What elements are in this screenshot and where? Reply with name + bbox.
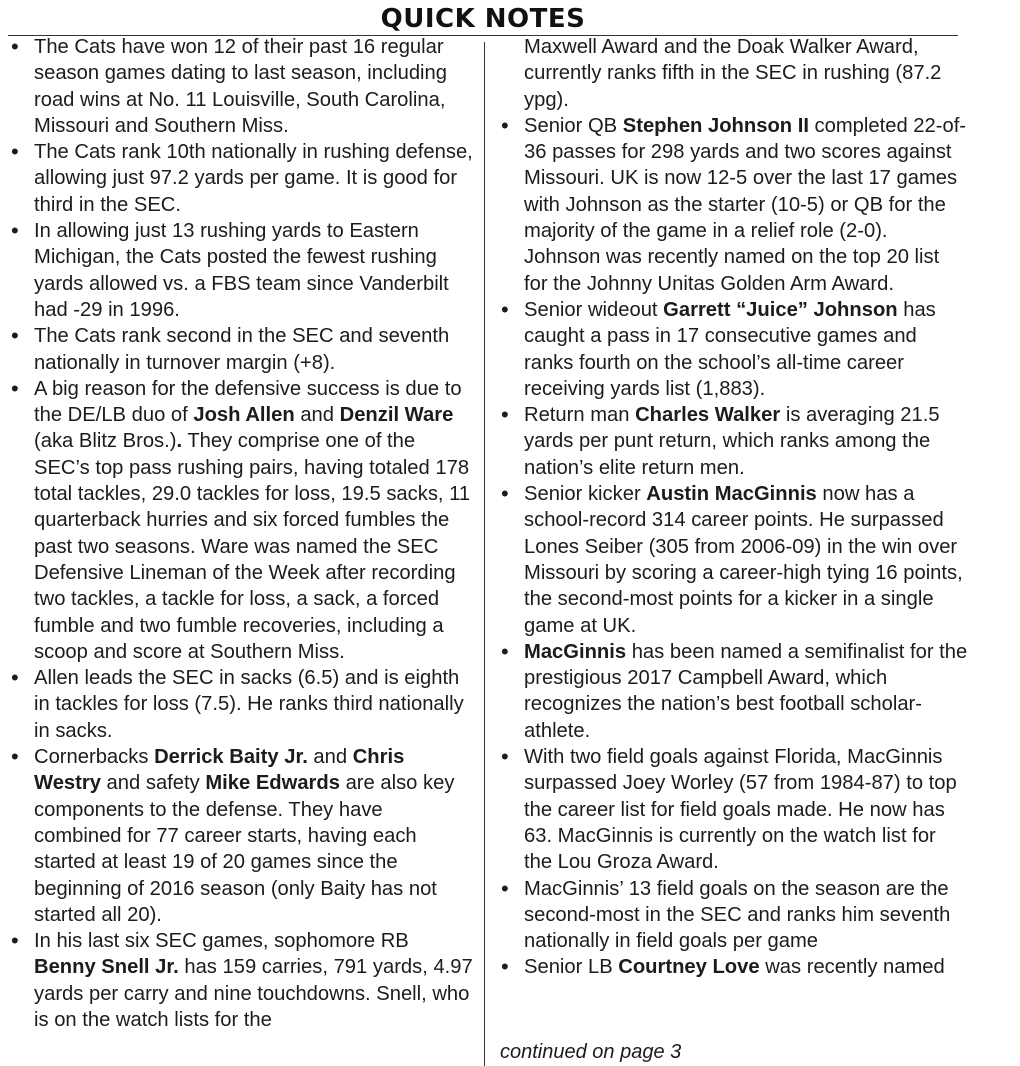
bold-name: Charles Walker [635, 404, 781, 427]
note-item [8, 376, 474, 665]
bold-name: Austin MacGinnis [646, 483, 817, 506]
note-text: has caught a pass in 17 consecutive games and ranks fourth on the school’s all-time career receiving yards list (1,883). [524, 298, 936, 400]
left-column [8, 34, 474, 1033]
note-text: Return man [524, 404, 636, 427]
bold-name: Josh Allen [193, 404, 295, 427]
bold-name: Denzil Ware [339, 404, 454, 427]
note-text: and [307, 746, 353, 769]
note-text: and safety [100, 772, 206, 795]
note-text: has been named a semifinalist for the prestigious 2017 Campbell Award, which recognizes the nation’s best football scholar-athlete. [524, 640, 968, 742]
note-text: Allen leads the SEC in sacks (6.5) and is eighth in tackles for loss (7.5). He ranks third nationally in sacks. [34, 667, 464, 742]
note-item [498, 481, 968, 639]
note-text: Cornerbacks [34, 746, 155, 769]
section-title: QUICK NOTES [380, 4, 586, 34]
note-text: completed 22-of-36 passes for 298 yards and two scores against Missouri. UK is now 12-5 over the last 17 games with Johnson as the starter (10-5) or QB for the majority of the game in a relief role (2-0). Johnson was recently named on the top 20 list for the Johnny Unitas Golden Arm Award. [524, 114, 967, 295]
note-text: now has a school-record 314 career points. He surpassed Lones Seiber (305 from 2006-09) in the win over Missouri by scoring a career-high tying 16 points, the second-most points for a kicker in a single game at UK. [524, 483, 963, 637]
note-text: They comprise one of the SEC’s top pass rushing pairs, having totaled 178 total tackles, 29.0 tackles for loss, 19.5 sacks, 11 quarterback hurries and six forced fumbles the past two seasons. Ware was named the SEC Defensive Lineman of the Week after recording two tackles, a tackle for loss, a sack, a forced fumble and two fumble recoveries, including a scoop and score at Southern Miss. [34, 430, 471, 663]
left-notes-list [8, 34, 474, 1033]
bold-name: MacGinnis [524, 640, 627, 663]
right-notes-list [498, 113, 968, 981]
bold-name: Mike Edwards [205, 772, 340, 795]
note-text: has 159 carries, 791 yards, 4.97 yards per carry and nine touchdowns. Snell, who is on the watch lists for the [34, 956, 473, 1031]
note-text: Senior LB [524, 956, 619, 979]
note-text: The Cats have won 12 of their past 16 regular season games dating to last season, including road wins at No. 11 Louisville, South Carolina, Missouri and Southern Miss. [34, 36, 447, 137]
note-text: The Cats rank 10th nationally in rushing defense, allowing just 97.2 yards per game. It is good for third in the SEC. [34, 141, 473, 216]
bold-name: Derrick Baity Jr. [154, 746, 308, 769]
note-text: MacGinnis’ 13 field goals on the season are the second-most in the SEC and ranks him seventh nationally in field goals per game [524, 877, 951, 953]
note-text: is averaging 21.5 yards per punt return, which ranks among the nation’s elite return men. [524, 404, 940, 479]
note-text: In allowing just 13 rushing yards to Eastern Michigan, the Cats posted the fewest rushing yards allowed vs. a FBS team since Vanderbilt had -29 in 1996. [34, 220, 449, 321]
note-item [8, 323, 474, 376]
note-item [498, 639, 968, 744]
note-item [8, 139, 474, 218]
note-text: Senior kicker [524, 483, 647, 506]
note-text: Senior QB [524, 114, 623, 137]
bold-name: Courtney Love [618, 956, 760, 979]
note-item [498, 113, 968, 297]
continued-on-page-note: continued on page 3 [500, 1041, 682, 1063]
note-item [498, 954, 968, 980]
note-text: The Cats rank second in the SEC and seventh nationally in turnover margin (+8). [34, 325, 450, 374]
note-text: was recently named [759, 956, 945, 979]
right-column [498, 34, 968, 981]
note-item [498, 744, 968, 875]
note-item [498, 876, 968, 955]
continued-paragraph: Maxwell Award and the Doak Walker Award, currently ranks fifth in the SEC in rushing (87.2 ypg). [524, 36, 942, 111]
note-item [8, 665, 474, 744]
note-item [8, 218, 474, 323]
note-text: and [294, 404, 340, 427]
bold-name: Stephen Johnson II [622, 114, 809, 137]
bold-name: Benny Snell Jr. [34, 956, 179, 979]
bold-name: . [176, 430, 183, 453]
note-text: (aka Blitz Bros.) [34, 430, 177, 453]
bold-name: Garrett “Juice” Johnson [663, 298, 898, 321]
column-divider [484, 42, 485, 1066]
note-text: In his last six SEC games, sophomore RB [34, 930, 409, 953]
note-text: are also key components to the defense. They have combined for 77 career starts, having each started at least 19 of 20 games since the beginning of 2016 season (only Baity has not started all 20). [34, 772, 455, 926]
note-item [498, 402, 968, 481]
bold-name: Chris Westry [34, 746, 405, 795]
note-text: A big reason for the defensive success is due to the DE/LB duo of [34, 377, 462, 427]
note-text: With two field goals against Florida, MacGinnis surpassed Joey Worley (57 from 1984-87) to top the career list for field goals made. He now has 63. MacGinnis is currently on the watch list for the Lou Groza Award. [524, 746, 957, 874]
note-text: Senior wideout [524, 298, 664, 321]
note-item [8, 928, 474, 1033]
note-item [8, 34, 474, 139]
note-item [8, 744, 474, 928]
note-item [498, 297, 968, 402]
